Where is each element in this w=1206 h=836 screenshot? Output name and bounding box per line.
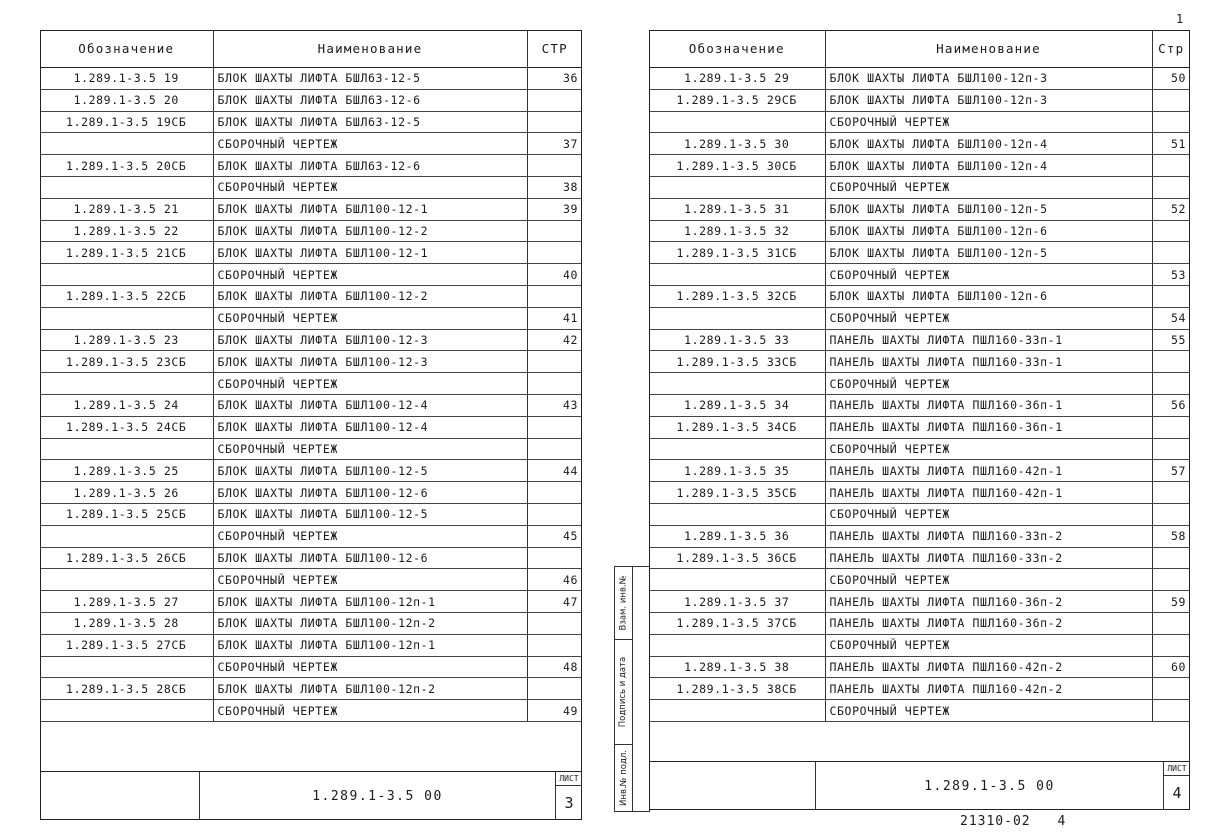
cell-name: СБОРОЧНЫЙ ЧЕРТЕЖ bbox=[213, 307, 527, 329]
cell-name: СБОРОЧНЫЙ ЧЕРТЕЖ bbox=[825, 634, 1152, 656]
cell-code: 1.289.1-3.5 26СБ bbox=[40, 547, 213, 569]
cell-name: БЛОК ШАХТЫ ЛИФТА БШЛ100-12п-3 bbox=[825, 89, 1152, 111]
cell-name: БЛОК ШАХТЫ ЛИФТА БШЛ100-12п-1 bbox=[213, 634, 527, 656]
cell-code: 1.289.1-3.5 21 bbox=[40, 198, 213, 220]
cell-name: ПАНЕЛЬ ШАХТЫ ЛИФТА ПШЛ160-33п-2 bbox=[825, 525, 1152, 547]
cell-name: ПАНЕЛЬ ШАХТЫ ЛИФТА ПШЛ160-36п-1 bbox=[825, 416, 1152, 438]
left-sheet bbox=[40, 30, 582, 820]
cell-code: 1.289.1-3.5 20 bbox=[40, 89, 213, 111]
cell-name: СБОРОЧНЫЙ ЧЕРТЕЖ bbox=[213, 176, 527, 198]
cell-page: 52 bbox=[1152, 198, 1190, 220]
cell-name: БЛОК ШАХТЫ ЛИФТА БШЛ63-12-6 bbox=[213, 89, 527, 111]
cell-name: БЛОК ШАХТЫ ЛИФТА БШЛ63-12-5 bbox=[213, 111, 527, 133]
cell-page: 36 bbox=[527, 68, 582, 90]
stamp-cell-inventory bbox=[615, 745, 632, 810]
cell-code: 1.289.1-3.5 28СБ bbox=[40, 678, 213, 700]
cell-name: БЛОК ШАХТЫ ЛИФТА БШЛ100-12-4 bbox=[213, 416, 527, 438]
cell-name: СБОРОЧНЫЙ ЧЕРТЕЖ bbox=[213, 656, 527, 678]
cell-page: 55 bbox=[1152, 329, 1190, 351]
cell-page: 44 bbox=[527, 460, 582, 482]
cell-page: 57 bbox=[1152, 460, 1190, 482]
footer-note-mark: 4 bbox=[1057, 814, 1067, 829]
cell-name: ПАНЕЛЬ ШАХТЫ ЛИФТА ПШЛ160-42п-2 bbox=[825, 656, 1152, 678]
cell-code: 1.289.1-3.5 30 bbox=[649, 133, 825, 155]
cell-page: 40 bbox=[527, 264, 582, 286]
cell-name: ПАНЕЛЬ ШАХТЫ ЛИФТА ПШЛ160-36п-2 bbox=[825, 591, 1152, 613]
cell-name: ПАНЕЛЬ ШАХТЫ ЛИФТА ПШЛ160-33п-1 bbox=[825, 351, 1152, 373]
cell-name: БЛОК ШАХТЫ ЛИФТА БШЛ100-12-6 bbox=[213, 482, 527, 504]
cell-code: 1.289.1-3.5 38СБ bbox=[649, 678, 825, 700]
cell-page: 49 bbox=[527, 700, 582, 722]
cell-code: 1.289.1-3.5 36 bbox=[649, 525, 825, 547]
cell-name: ПАНЕЛЬ ШАХТЫ ЛИФТА ПШЛ160-36п-2 bbox=[825, 612, 1152, 634]
cell-code: 1.289.1-3.5 25СБ bbox=[40, 503, 213, 525]
cell-name: СБОРОЧНЫЙ ЧЕРТЕЖ bbox=[825, 700, 1152, 722]
cell-page: 47 bbox=[527, 591, 582, 613]
cell-code: 1.289.1-3.5 33 bbox=[649, 329, 825, 351]
cell-name: ПАНЕЛЬ ШАХТЫ ЛИФТА ПШЛ160-42п-1 bbox=[825, 482, 1152, 504]
cell-name: БЛОК ШАХТЫ ЛИФТА БШЛ100-12п-5 bbox=[825, 198, 1152, 220]
cell-code: 1.289.1-3.5 26 bbox=[40, 482, 213, 504]
cell-name: БЛОК ШАХТЫ ЛИФТА БШЛ100-12п-6 bbox=[825, 285, 1152, 307]
cell-name: СБОРОЧНЫЙ ЧЕРТЕЖ bbox=[213, 373, 527, 395]
cell-code: 1.289.1-3.5 35СБ bbox=[649, 482, 825, 504]
right-sheet bbox=[649, 30, 1190, 810]
cell-name: БЛОК ШАХТЫ ЛИФТА БШЛ100-12п-1 bbox=[213, 591, 527, 613]
right-sheet-frame bbox=[649, 30, 1190, 810]
cell-code: 1.289.1-3.5 27 bbox=[40, 591, 213, 613]
cell-name: БЛОК ШАХТЫ ЛИФТА БШЛ63-12-6 bbox=[213, 155, 527, 177]
cell-code: 1.289.1-3.5 35 bbox=[649, 460, 825, 482]
cell-name: СБОРОЧНЫЙ ЧЕРТЕЖ bbox=[825, 373, 1152, 395]
cell-code: 1.289.1-3.5 36СБ bbox=[649, 547, 825, 569]
left-sheet-frame bbox=[40, 30, 582, 820]
cell-name: БЛОК ШАХТЫ ЛИФТА БШЛ100-12-2 bbox=[213, 285, 527, 307]
cell-page: 46 bbox=[527, 569, 582, 591]
cell-code: 1.289.1-3.5 32 bbox=[649, 220, 825, 242]
cell-code: 1.289.1-3.5 25 bbox=[40, 460, 213, 482]
cell-name: СБОРОЧНЫЙ ЧЕРТЕЖ bbox=[213, 700, 527, 722]
cell-name: СБОРОЧНЫЙ ЧЕРТЕЖ bbox=[825, 438, 1152, 460]
cell-name: СБОРОЧНЫЙ ЧЕРТЕЖ bbox=[825, 307, 1152, 329]
cell-name: БЛОК ШАХТЫ ЛИФТА БШЛ100-12п-6 bbox=[825, 220, 1152, 242]
cell-code: 1.289.1-3.5 20СБ bbox=[40, 155, 213, 177]
cell-name: СБОРОЧНЫЙ ЧЕРТЕЖ bbox=[825, 111, 1152, 133]
stamp-label-inventory: Инв.№ подл. bbox=[618, 749, 629, 806]
cell-code: 1.289.1-3.5 37СБ bbox=[649, 612, 825, 634]
cell-page: 60 bbox=[1152, 656, 1190, 678]
right-header-code: Обозначение bbox=[649, 30, 825, 68]
cell-page: 45 bbox=[527, 525, 582, 547]
right-header-name: Наименование bbox=[825, 30, 1152, 68]
cell-page: 54 bbox=[1152, 307, 1190, 329]
cell-name: БЛОК ШАХТЫ ЛИФТА БШЛ100-12-1 bbox=[213, 242, 527, 264]
cell-code: 1.289.1-3.5 23 bbox=[40, 329, 213, 351]
cell-name: БЛОК ШАХТЫ ЛИФТА БШЛ100-12п-2 bbox=[213, 612, 527, 634]
left-sheet-label: ЛИСТ bbox=[556, 773, 582, 786]
cell-code: 1.289.1-3.5 29 bbox=[649, 68, 825, 90]
cell-name: БЛОК ШАХТЫ ЛИФТА БШЛ100-12-3 bbox=[213, 329, 527, 351]
cell-code: 1.289.1-3.5 34СБ bbox=[649, 416, 825, 438]
cell-name: БЛОК ШАХТЫ ЛИФТА БШЛ100-12-2 bbox=[213, 220, 527, 242]
cell-name: СБОРОЧНЫЙ ЧЕРТЕЖ bbox=[825, 176, 1152, 198]
cell-name: БЛОК ШАХТЫ ЛИФТА БШЛ63-12-5 bbox=[213, 68, 527, 90]
cell-code: 1.289.1-3.5 22СБ bbox=[40, 285, 213, 307]
right-header-page: Стр bbox=[1152, 30, 1190, 68]
cell-name: БЛОК ШАХТЫ ЛИФТА БШЛ100-12-6 bbox=[213, 547, 527, 569]
footer-note bbox=[960, 814, 1066, 829]
cell-name: СБОРОЧНЫЙ ЧЕРТЕЖ bbox=[213, 133, 527, 155]
cell-code: 1.289.1-3.5 29СБ bbox=[649, 89, 825, 111]
cell-page: 38 bbox=[527, 176, 582, 198]
cell-page: 59 bbox=[1152, 591, 1190, 613]
stamp-blank-column bbox=[632, 567, 633, 811]
cell-code: 1.289.1-3.5 34 bbox=[649, 394, 825, 416]
left-header-name: Наименование bbox=[213, 30, 527, 68]
cell-page: 42 bbox=[527, 329, 582, 351]
top-corner-mark: 1 bbox=[1176, 12, 1184, 26]
cell-name: БЛОК ШАХТЫ ЛИФТА БШЛ100-12-5 bbox=[213, 460, 527, 482]
stamp-label-replacement: Взам. инв.№ bbox=[618, 575, 629, 631]
left-header-page: СТР bbox=[527, 30, 582, 68]
cell-name: СБОРОЧНЫЙ ЧЕРТЕЖ bbox=[213, 569, 527, 591]
cell-code: 1.289.1-3.5 31СБ bbox=[649, 242, 825, 264]
cell-name: СБОРОЧНЫЙ ЧЕРТЕЖ bbox=[825, 264, 1152, 286]
cell-name: СБОРОЧНЫЙ ЧЕРТЕЖ bbox=[825, 569, 1152, 591]
cell-page: 48 bbox=[527, 656, 582, 678]
cell-name: ПАНЕЛЬ ШАХТЫ ЛИФТА ПШЛ160-33п-1 bbox=[825, 329, 1152, 351]
cell-name: БЛОК ШАХТЫ ЛИФТА БШЛ100-12-1 bbox=[213, 198, 527, 220]
cell-name: ПАНЕЛЬ ШАХТЫ ЛИФТА ПШЛ160-42п-2 bbox=[825, 678, 1152, 700]
cell-code: 1.289.1-3.5 22 bbox=[40, 220, 213, 242]
cell-name: СБОРОЧНЫЙ ЧЕРТЕЖ bbox=[213, 264, 527, 286]
cell-code: 1.289.1-3.5 21СБ bbox=[40, 242, 213, 264]
cell-name: БЛОК ШАХТЫ ЛИФТА БШЛ100-12-3 bbox=[213, 351, 527, 373]
stamp-label-signature: Подпись и дата bbox=[618, 656, 629, 728]
cell-code: 1.289.1-3.5 28 bbox=[40, 612, 213, 634]
cell-name: СБОРОЧНЫЙ ЧЕРТЕЖ bbox=[825, 503, 1152, 525]
stamp-cell-signature bbox=[615, 640, 632, 745]
cell-code: 1.289.1-3.5 32СБ bbox=[649, 285, 825, 307]
cell-name: БЛОК ШАХТЫ ЛИФТА БШЛ100-12п-2 bbox=[213, 678, 527, 700]
cell-page: 56 bbox=[1152, 394, 1190, 416]
cell-page: 50 bbox=[1152, 68, 1190, 90]
cell-code: 1.289.1-3.5 38 bbox=[649, 656, 825, 678]
cell-name: БЛОК ШАХТЫ ЛИФТА БШЛ100-12п-3 bbox=[825, 68, 1152, 90]
right-title-block-code: 1.289.1-3.5 00 bbox=[924, 778, 1055, 794]
cell-code: 1.289.1-3.5 23СБ bbox=[40, 351, 213, 373]
cell-name: БЛОК ШАХТЫ ЛИФТА БШЛ100-12п-4 bbox=[825, 133, 1152, 155]
cell-code: 1.289.1-3.5 19 bbox=[40, 68, 213, 90]
cell-name: БЛОК ШАХТЫ ЛИФТА БШЛ100-12п-4 bbox=[825, 155, 1152, 177]
stamp-cell-replacement bbox=[615, 567, 632, 640]
cell-name: ПАНЕЛЬ ШАХТЫ ЛИФТА ПШЛ160-33п-2 bbox=[825, 547, 1152, 569]
cell-name: ПАНЕЛЬ ШАХТЫ ЛИФТА ПШЛ160-36п-1 bbox=[825, 394, 1152, 416]
right-sheet-label: ЛИСТ bbox=[1164, 763, 1190, 776]
cell-page: 53 bbox=[1152, 264, 1190, 286]
cell-code: 1.289.1-3.5 24СБ bbox=[40, 416, 213, 438]
cell-page: 37 bbox=[527, 133, 582, 155]
footer-note-code: 21310-02 bbox=[960, 814, 1031, 829]
cell-name: БЛОК ШАХТЫ ЛИФТА БШЛ100-12-5 bbox=[213, 503, 527, 525]
cell-name: БЛОК ШАХТЫ ЛИФТА БШЛ100-12п-5 bbox=[825, 242, 1152, 264]
cell-code: 1.289.1-3.5 30СБ bbox=[649, 155, 825, 177]
left-sheet-number: 3 bbox=[564, 793, 574, 812]
cell-code: 1.289.1-3.5 31 bbox=[649, 198, 825, 220]
left-header-code: Обозначение bbox=[40, 30, 213, 68]
left-title-block-code: 1.289.1-3.5 00 bbox=[312, 788, 443, 804]
cell-name: БЛОК ШАХТЫ ЛИФТА БШЛ100-12-4 bbox=[213, 394, 527, 416]
cell-page: 39 bbox=[527, 198, 582, 220]
cell-code: 1.289.1-3.5 24 bbox=[40, 394, 213, 416]
right-sheet-number: 4 bbox=[1172, 783, 1182, 802]
cell-code: 1.289.1-3.5 27СБ bbox=[40, 634, 213, 656]
cell-name: СБОРОЧНЫЙ ЧЕРТЕЖ bbox=[213, 438, 527, 460]
cell-page: 58 bbox=[1152, 525, 1190, 547]
cell-page: 43 bbox=[527, 394, 582, 416]
cell-name: ПАНЕЛЬ ШАХТЫ ЛИФТА ПШЛ160-42п-1 bbox=[825, 460, 1152, 482]
cell-code: 1.289.1-3.5 19СБ bbox=[40, 111, 213, 133]
cell-code: 1.289.1-3.5 37 bbox=[649, 591, 825, 613]
cell-name: СБОРОЧНЫЙ ЧЕРТЕЖ bbox=[213, 525, 527, 547]
side-stamp bbox=[614, 566, 650, 812]
cell-page: 41 bbox=[527, 307, 582, 329]
cell-page: 51 bbox=[1152, 133, 1190, 155]
cell-code: 1.289.1-3.5 33СБ bbox=[649, 351, 825, 373]
